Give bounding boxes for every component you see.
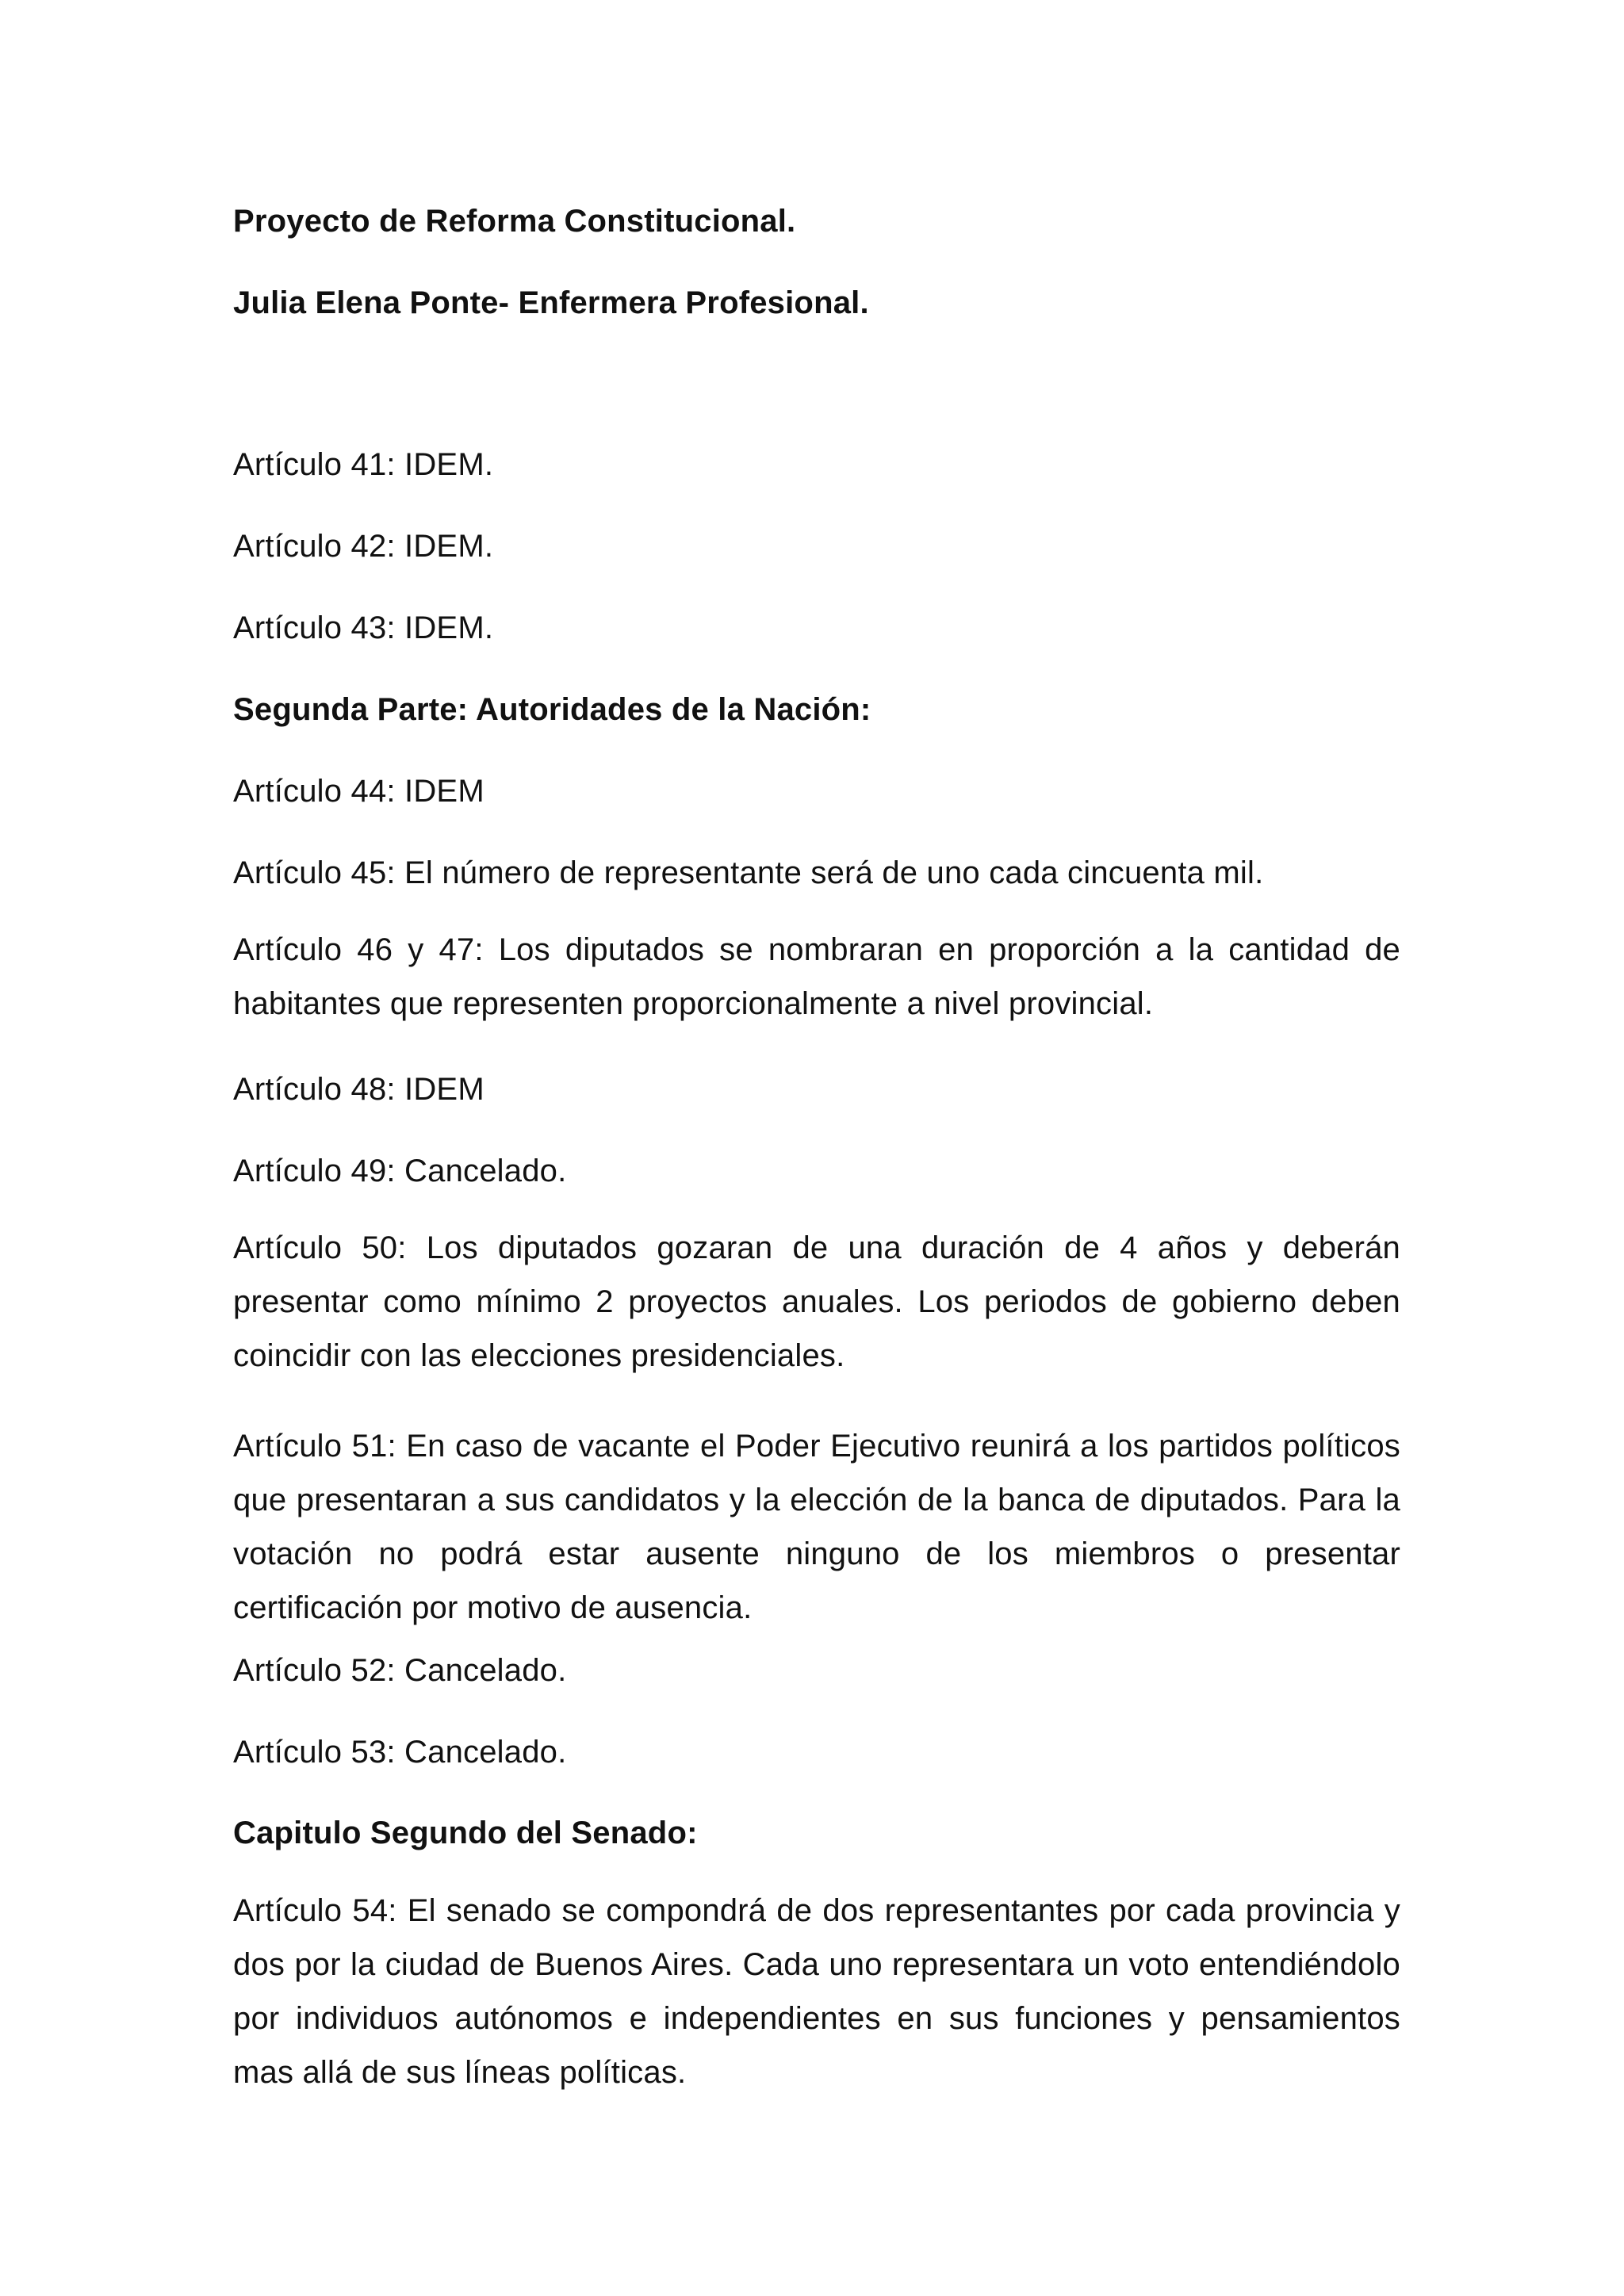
article-42: Artículo 42: IDEM. <box>233 529 494 564</box>
article-54: Artículo 54: El senado se compondrá de dos representantes por cada provincia y dos por la ciudad de Buenos Aires. Cada uno representara un voto entendiéndolo por individuos autónomos e independientes en sus funciones y pensamientos mas allá de sus líneas políticas. <box>233 1893 1400 2090</box>
article-51: Artículo 51: En caso de vacante el Poder Ejecutivo reunirá a los partidos políticos que presentaran a sus candidatos y la elección de la banca de diputados. Para la votación no podrá estar ausente ninguno de los miembros o presentar certificación por motivo de ausencia. <box>233 1429 1400 1625</box>
article-46-47: Artículo 46 y 47: Los diputados se nombraran en proporción a la cantidad de habitantes que representen proporcionalmente a nivel provincial. <box>233 932 1400 1021</box>
article-50: Artículo 50: Los diputados gozaran de una duración de 4 años y deberán presentar como mínimo 2 proyectos anuales. Los periodos de gobierno deben coincidir con las elecciones presidenciales. <box>233 1230 1400 1373</box>
article-43: Artículo 43: IDEM. <box>233 610 494 645</box>
section-heading-segunda-parte: Segunda Parte: Autoridades de la Nación: <box>233 692 871 727</box>
article-52: Artículo 52: Cancelado. <box>233 1653 567 1688</box>
article-49: Artículo 49: Cancelado. <box>233 1154 567 1188</box>
article-45: Artículo 45: El número de representante será de uno cada cincuenta mil. <box>233 855 1264 890</box>
article-44: Artículo 44: IDEM <box>233 774 485 809</box>
article-48: Artículo 48: IDEM <box>233 1072 485 1107</box>
document-author: Julia Elena Ponte- Enfermera Profesional. <box>233 285 869 320</box>
article-53: Artículo 53: Cancelado. <box>233 1735 567 1770</box>
document-title: Proyecto de Reforma Constitucional. <box>233 204 796 239</box>
article-41: Artículo 41: IDEM. <box>233 447 494 482</box>
chapter-heading-senado: Capitulo Segundo del Senado: <box>233 1816 698 1850</box>
